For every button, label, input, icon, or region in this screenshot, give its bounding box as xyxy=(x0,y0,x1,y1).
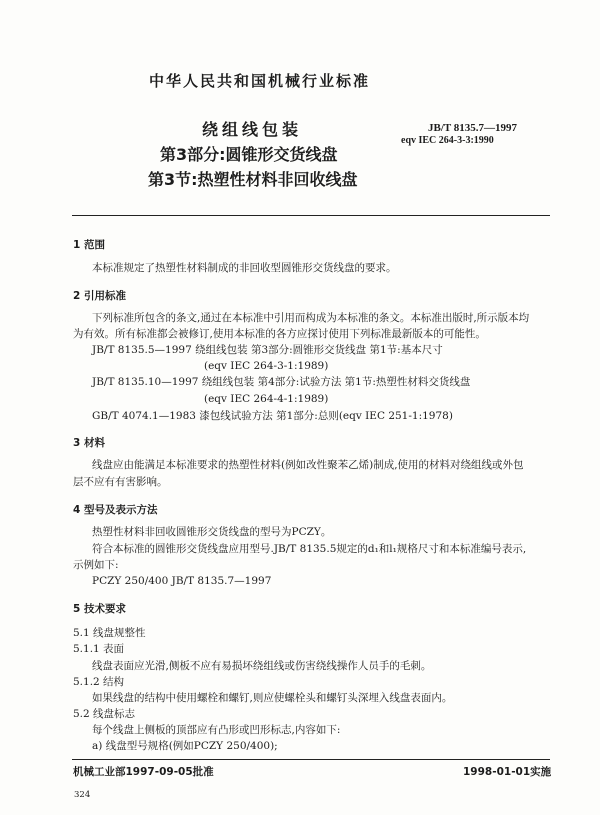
section-4-heading: 4 型号及表示方法 xyxy=(73,504,158,516)
standard-title-1: 绕组线包装 xyxy=(202,120,303,139)
standard-title-3: 第3节:热塑性材料非回收线盘 xyxy=(148,170,358,189)
section-5-2-item-a: a) 线盘型号规格(例如PCZY 250/400); xyxy=(92,740,278,752)
top-rule xyxy=(72,215,550,216)
section-4-text-1: 热塑性材料非回收圆锥形交货线盘的型号为PCZY。 xyxy=(92,526,332,538)
reference-3: GB/T 4074.1—1983 漆包线试验方法 第1部分:总则(eqv IEC 251-1:1978) xyxy=(92,410,453,422)
section-5-1-1-heading: 5.1.1 表面 xyxy=(73,643,125,655)
standard-code: JB/T 8135.7—1997 xyxy=(428,122,518,134)
page-number: 324 xyxy=(74,790,91,800)
section-5-1-2-heading: 5.1.2 结构 xyxy=(73,676,125,688)
section-3-text-2: 层不应有有害影响。 xyxy=(73,476,168,488)
section-2-text-1: 下列标准所包含的条文,通过在本标准中引用而构成为本标准的条文。本标准出版时,所示版本均 xyxy=(92,312,530,324)
section-3-heading: 3 材料 xyxy=(73,437,105,449)
reference-1: JB/T 8135.5—1997 绕组线包装 第3部分:圆锥形交货线盘 第1节:基本尺寸 xyxy=(92,344,443,356)
bottom-rule xyxy=(72,759,550,760)
section-2-text-2: 为有效。所有标准都会被修订,使用本标准的各方应探讨使用下列标准最新版本的可能性。 xyxy=(73,328,486,340)
section-2-heading: 2 引用标准 xyxy=(73,290,126,302)
section-5-1-heading: 5.1 线盘规整性 xyxy=(73,627,146,639)
section-5-heading: 5 技术要求 xyxy=(73,603,126,615)
section-5-1-1-text: 线盘表面应光滑,侧板不应有易损坏绕组线或伤害绕线操作人员手的毛刺。 xyxy=(92,660,432,672)
reference-2-eqv: (eqv IEC 264-4-1:1989) xyxy=(204,393,329,405)
ministry-title: 中华人民共和国机械行业标准 xyxy=(149,72,371,90)
section-1-heading: 1 范围 xyxy=(73,239,105,251)
section-5-2-heading: 5.2 线盘标志 xyxy=(73,708,136,720)
section-4-example: PCZY 250/400 JB/T 8135.7—1997 xyxy=(92,575,272,587)
section-4-text-3: 示例如下: xyxy=(73,559,119,571)
section-5-2-text: 每个线盘上侧板的顶部应有凸形或凹形标志,内容如下: xyxy=(92,724,341,736)
section-4-text-2: 符合本标准的圆锥形交货线盘应用型号.JB/T 8135.5规定的d₁和l₁规格尺寸和本标准编号表示, xyxy=(92,543,527,555)
reference-1-eqv: (eqv IEC 264-3-1:1989) xyxy=(204,360,329,372)
standard-title-2: 第3部分:圆锥形交货线盘 xyxy=(160,145,338,164)
effective-date: 1998-01-01实施 xyxy=(463,766,552,778)
standard-equivalence: eqv IEC 264-3-3:1990 xyxy=(401,135,494,146)
approval-date: 机械工业部1997-09-05批准 xyxy=(73,766,214,778)
section-3-text-1: 线盘应由能满足本标准要求的热塑性材料(例如改性聚苯乙烯)制成,使用的材料对绕组线或外包 xyxy=(92,459,524,471)
reference-2: JB/T 8135.10—1997 绕组线包装 第4部分:试验方法 第1节:热塑性材料交货线盘 xyxy=(92,376,471,388)
section-5-1-2-text: 如果线盘的结构中使用螺栓和螺钉,则应使螺栓头和螺钉头深埋入线盘表面内。 xyxy=(92,692,453,704)
section-1-text: 本标准规定了热塑性材料制成的非回收型圆锥形交货线盘的要求。 xyxy=(92,262,397,274)
